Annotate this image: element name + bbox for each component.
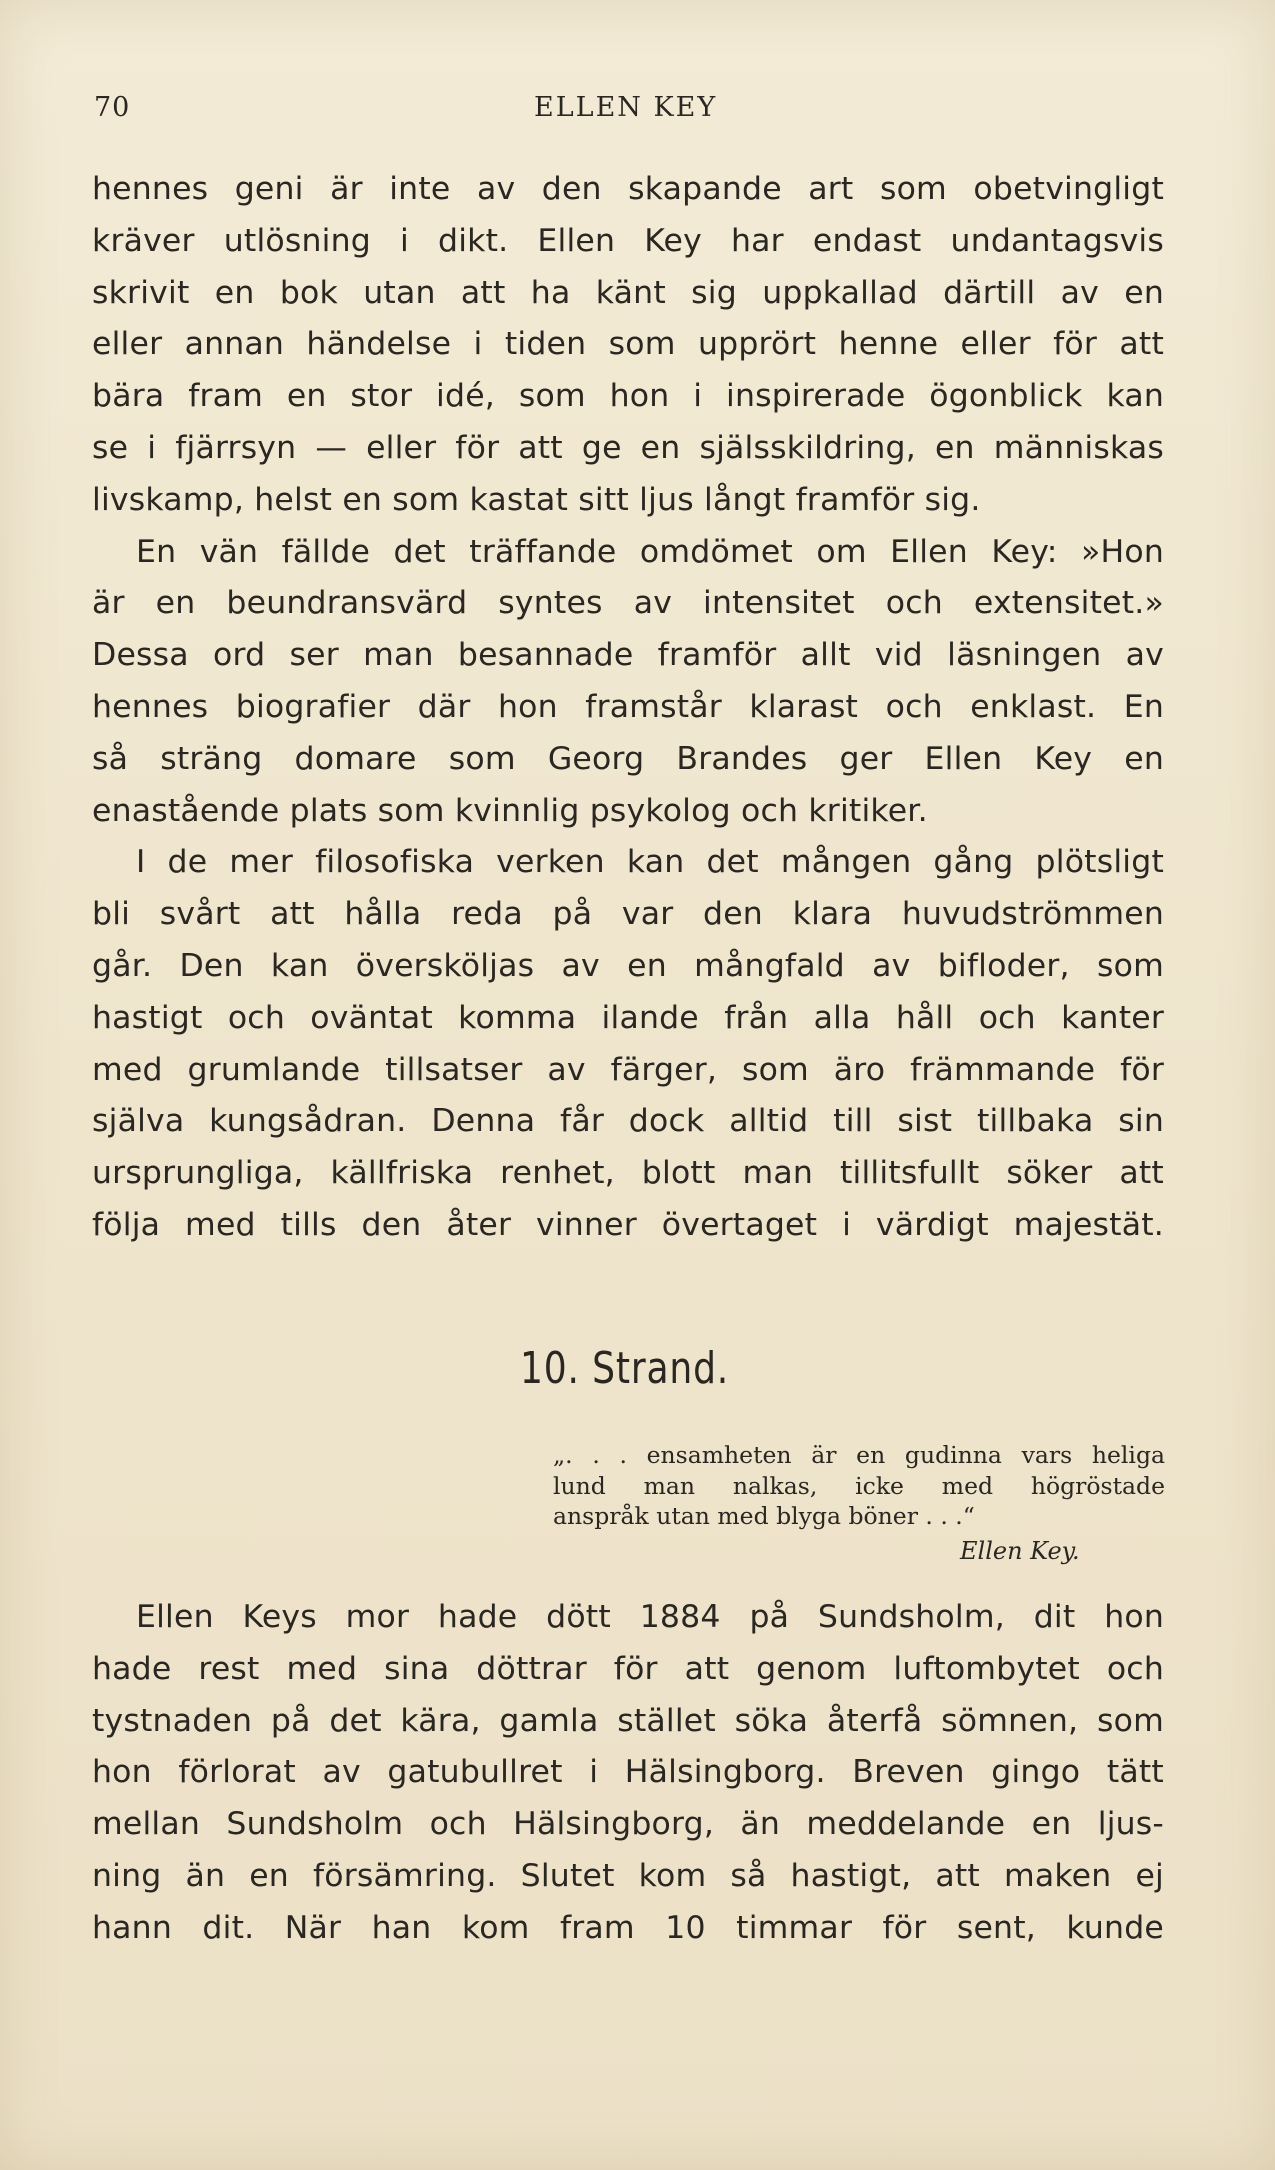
text-line: kräver utlösning i dikt. Ellen Key har endast undantagsvis [92,222,1164,259]
page-number: 70 [94,92,131,123]
section-heading: 10. Strand. [520,1343,730,1394]
text-line: går. Den kan översköljas av en mångfald av bifloder, som [92,947,1164,984]
epigraph [553,1440,1165,1532]
text-line: hastigt och oväntat komma ilande från alla håll och kanter [92,999,1164,1036]
text-line: Ellen Keys mor hade dött 1884 på Sundsholm, dit hon [136,1599,1164,1635]
text-line: bära fram en stor idé, som hon i inspirerade ögonblick kan [92,378,1164,415]
text-line: bli svårt att hålla reda på var den klara huvudströmmen [92,896,1164,933]
text-line: livskamp, helst en som kastat sitt ljus långt framför sig. [92,481,981,518]
text-line: skrivit en bok utan att ha känt sig uppkallad därtill av en [92,274,1164,311]
text-block-upper [92,164,1164,1252]
text-line: En vän fällde det träffande omdömet om Ellen Key: »Hon [136,533,1164,570]
text-line: är en beundransvärd syntes av intensitet och extensitet.» [92,585,1164,622]
text-line: ursprungliga, källfriska renhet, blott man tillitsfullt söker att [92,1155,1164,1192]
text-line: följa med tills den åter vinner övertaget i värdigt majestät. [92,1206,1164,1243]
text-line: själva kungsådran. Denna får dock alltid till sist tillbaka sin [92,1103,1164,1140]
text-line: I de mer filosofiska verken kan det mången gång plötsligt [136,844,1164,881]
epigraph-line: „. . . ensamheten är en gudinna vars heliga [553,1441,1165,1469]
epigraph-line: anspråk utan med blyga böner . . .“ [553,1502,975,1530]
text-line: så sträng domare som Georg Brandes ger Ellen Key en [92,740,1164,777]
epigraph-line: lund man nalkas, icke med högröstade [553,1471,1165,1500]
text-line: hennes geni är inte av den skapande art som obetvingligt [92,171,1164,207]
text-line: hann dit. När han kom fram 10 timmar för sent, kunde [92,1909,1164,1946]
running-title: ELLEN KEY [534,92,718,123]
text-line: ning än en försämring. Slutet kom så hastigt, att maken ej [92,1857,1164,1894]
text-line: se i fjärrsyn — eller för att ge en själsskildring, en människas [92,429,1164,466]
text-line: hade rest med sina döttrar för att genom luftombytet och [92,1650,1164,1687]
running-head [94,92,1164,132]
text-line: hon förlorat av gatubullret i Hälsingborg. Breven gingo tätt [92,1754,1164,1791]
text-line: hennes biografier där hon framstår klarast och enklast. En [92,688,1164,725]
text-line: Dessa ord ser man besannade framför allt vid läsningen av [92,637,1164,674]
text-line: eller annan händelse i tiden som upprört henne eller för att [92,326,1164,363]
text-line: med grumlande tillsatser av färger, som äro främmande för [92,1051,1164,1088]
text-line: tystnaden på det kära, gamla stället söka återfå sömnen, som [92,1702,1164,1739]
text-block-lower [92,1592,1164,1955]
epigraph-author: Ellen Key. [960,1537,1080,1565]
text-line: enastående plats som kvinnlig psykolog och kritiker. [92,792,928,829]
text-line: mellan Sundsholm och Hälsingborg, än meddelande en ljus- [92,1806,1164,1843]
